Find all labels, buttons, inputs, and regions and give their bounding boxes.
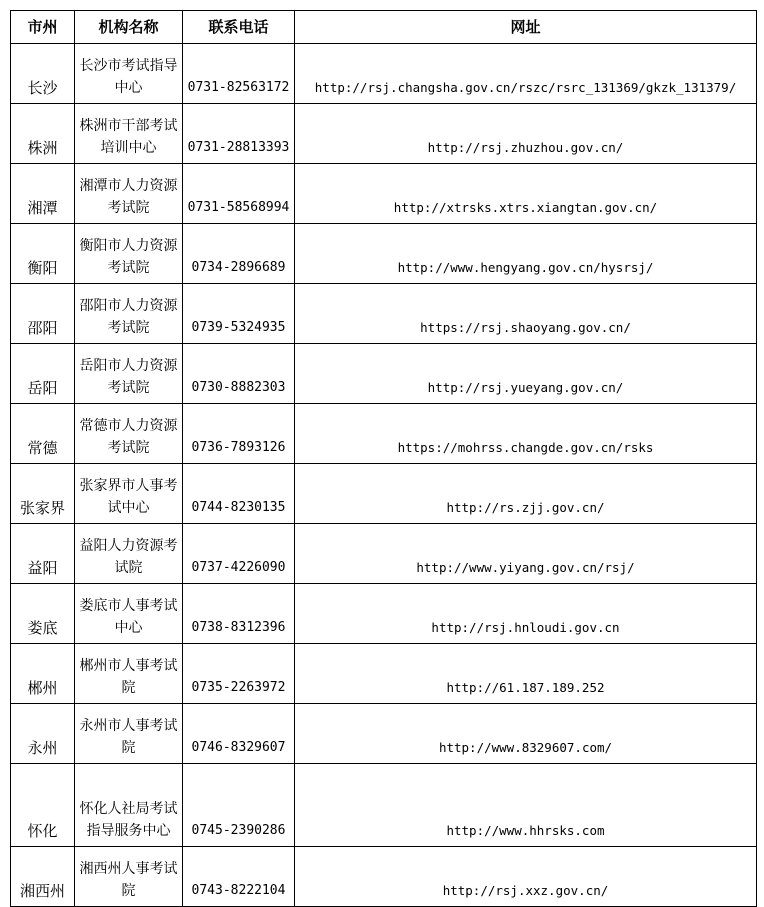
- table-row: [11, 704, 757, 764]
- table-row: [11, 44, 757, 104]
- city-cell: 张家界: [11, 464, 75, 524]
- city-cell: 衡阳: [11, 224, 75, 284]
- phone-cell: 0737-4226090: [183, 524, 295, 584]
- org-cell: 怀化人社局考试指导服务中心: [75, 764, 183, 847]
- url-link[interactable]: http://www.hhrsks.com: [295, 764, 757, 847]
- table-row: [11, 584, 757, 644]
- table-row: [11, 404, 757, 464]
- table-row: [11, 224, 757, 284]
- org-cell: 湘西州人事考试院: [75, 847, 183, 907]
- url-link[interactable]: http://rsj.xxz.gov.cn/: [295, 847, 757, 907]
- url-link[interactable]: https://mohrss.changde.gov.cn/rsks: [295, 404, 757, 464]
- org-cell: 长沙市考试指导中心: [75, 44, 183, 104]
- org-cell: 株洲市干部考试培训中心: [75, 104, 183, 164]
- org-cell: 益阳人力资源考试院: [75, 524, 183, 584]
- table-row: [11, 464, 757, 524]
- url-link[interactable]: http://rsj.hnloudi.gov.cn: [295, 584, 757, 644]
- city-cell: 郴州: [11, 644, 75, 704]
- city-cell: 株洲: [11, 104, 75, 164]
- url-link[interactable]: http://rsj.yueyang.gov.cn/: [295, 344, 757, 404]
- header-city: 市州: [11, 11, 75, 44]
- table-row: [11, 344, 757, 404]
- url-link[interactable]: http://www.8329607.com/: [295, 704, 757, 764]
- table-row: [11, 104, 757, 164]
- url-link[interactable]: http://rs.zjj.gov.cn/: [295, 464, 757, 524]
- city-cell: 常德: [11, 404, 75, 464]
- table-row: [11, 644, 757, 704]
- phone-cell: 0744-8230135: [183, 464, 295, 524]
- exam-institution-table: [10, 10, 757, 907]
- phone-cell: 0734-2896689: [183, 224, 295, 284]
- phone-cell: 0731-58568994: [183, 164, 295, 224]
- table-row: [11, 284, 757, 344]
- table-row: [11, 164, 757, 224]
- url-link[interactable]: http://rsj.changsha.gov.cn/rszc/rsrc_131369/gkzk_131379/: [295, 44, 757, 104]
- url-link[interactable]: http://rsj.zhuzhou.gov.cn/: [295, 104, 757, 164]
- table-header-row: [11, 11, 757, 44]
- table-row: [11, 764, 757, 847]
- city-cell: 娄底: [11, 584, 75, 644]
- org-cell: 常德市人力资源考试院: [75, 404, 183, 464]
- url-link[interactable]: http://www.hengyang.gov.cn/hysrsj/: [295, 224, 757, 284]
- org-cell: 永州市人事考试院: [75, 704, 183, 764]
- url-link[interactable]: http://61.187.189.252: [295, 644, 757, 704]
- phone-cell: 0743-8222104: [183, 847, 295, 907]
- phone-cell: 0731-28813393: [183, 104, 295, 164]
- city-cell: 湘潭: [11, 164, 75, 224]
- city-cell: 益阳: [11, 524, 75, 584]
- city-cell: 湘西州: [11, 847, 75, 907]
- org-cell: 张家界市人事考试中心: [75, 464, 183, 524]
- url-link[interactable]: http://www.yiyang.gov.cn/rsj/: [295, 524, 757, 584]
- phone-cell: 0731-82563172: [183, 44, 295, 104]
- phone-cell: 0746-8329607: [183, 704, 295, 764]
- header-url: 网址: [295, 11, 757, 44]
- city-cell: 岳阳: [11, 344, 75, 404]
- header-phone: 联系电话: [183, 11, 295, 44]
- url-link[interactable]: http://xtrsks.xtrs.xiangtan.gov.cn/: [295, 164, 757, 224]
- phone-cell: 0736-7893126: [183, 404, 295, 464]
- phone-cell: 0745-2390286: [183, 764, 295, 847]
- org-cell: 岳阳市人力资源考试院: [75, 344, 183, 404]
- table-row: [11, 847, 757, 907]
- header-org: 机构名称: [75, 11, 183, 44]
- phone-cell: 0739-5324935: [183, 284, 295, 344]
- org-cell: 衡阳市人力资源考试院: [75, 224, 183, 284]
- url-link[interactable]: https://rsj.shaoyang.gov.cn/: [295, 284, 757, 344]
- org-cell: 湘潭市人力资源考试院: [75, 164, 183, 224]
- city-cell: 永州: [11, 704, 75, 764]
- phone-cell: 0730-8882303: [183, 344, 295, 404]
- city-cell: 怀化: [11, 764, 75, 847]
- city-cell: 邵阳: [11, 284, 75, 344]
- table-row: [11, 524, 757, 584]
- org-cell: 郴州市人事考试院: [75, 644, 183, 704]
- org-cell: 娄底市人事考试中心: [75, 584, 183, 644]
- city-cell: 长沙: [11, 44, 75, 104]
- table-body: [11, 44, 757, 907]
- org-cell: 邵阳市人力资源考试院: [75, 284, 183, 344]
- phone-cell: 0738-8312396: [183, 584, 295, 644]
- phone-cell: 0735-2263972: [183, 644, 295, 704]
